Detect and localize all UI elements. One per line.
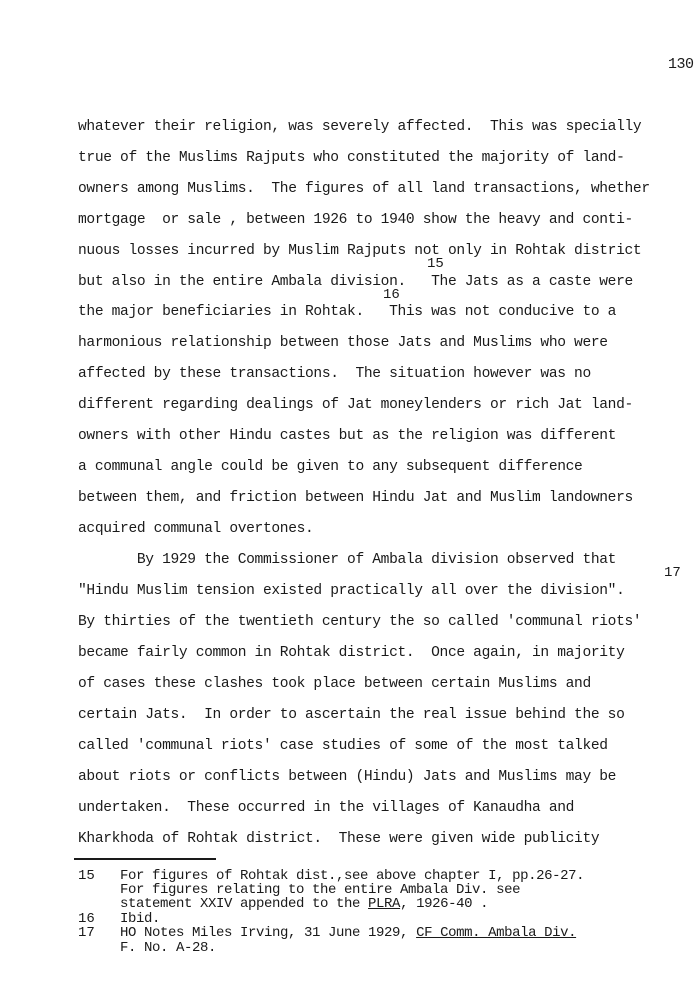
footnote-number: 17 [78, 925, 95, 941]
body-line: certain Jats. In order to ascertain the real issue behind the so [78, 707, 625, 723]
body-line: "Hindu Muslim tension existed practically all over the division". [78, 583, 625, 599]
body-line: different regarding dealings of Jat moneylenders or rich Jat land- [78, 397, 633, 413]
footnote-number: 15 [78, 868, 95, 884]
body-line: owners with other Hindu castes but as the religion was different [78, 428, 617, 444]
footnote-ref-17: 17 [664, 565, 681, 581]
footnote-text: For figures relating to the entire Ambala Div. see [120, 882, 521, 898]
body-line: a communal angle could be given to any subsequent difference [78, 459, 583, 475]
body-line: nuous losses incurred by Muslim Rajputs not only in Rohtak district [78, 243, 642, 259]
body-line: between them, and friction between Hindu Jat and Muslim landowners [78, 490, 633, 506]
body-line: affected by these transactions. The situation however was no [78, 366, 591, 382]
body-line: about riots or conflicts between (Hindu) Jats and Muslims may be [78, 769, 617, 785]
footnote-underlined-source: CF Comm. Ambala Div. [416, 925, 577, 941]
footnote-text-part: HO Notes Miles Irving, 31 June 1929, [120, 925, 417, 941]
body-line: called 'communal riots' case studies of some of the most talked [78, 738, 608, 754]
footnote-text-part: , 1926-40 . [400, 896, 489, 912]
page-number: 130 [668, 56, 694, 73]
body-line: By 1929 the Commissioner of Ambala division observed that [78, 552, 617, 568]
footnote-text: Ibid. [120, 911, 161, 927]
footnote-ref-16: 16 [383, 287, 400, 303]
footnote-underlined-source: PLRA [368, 896, 401, 912]
body-line: the major beneficiaries in Rohtak. This was not conducive to a [78, 304, 617, 320]
body-line: acquired communal overtones. [78, 521, 314, 537]
footnote-ref-15: 15 [427, 256, 444, 272]
footnote-text [120, 897, 488, 911]
body-line: mortgage or sale , between 1926 to 1940 show the heavy and conti- [78, 212, 633, 228]
footnote-text: F. No. A-28. [120, 940, 217, 956]
body-line: By thirties of the twentieth century the so called 'communal riots' [78, 614, 642, 630]
footnote-divider [74, 858, 216, 860]
footnote-text [120, 926, 576, 940]
body-line: harmonious relationship between those Jats and Muslims who were [78, 335, 608, 351]
footnote-number: 16 [78, 911, 95, 927]
footnote-text-part: statement XXIV appended to the [120, 896, 369, 912]
body-line: true of the Muslims Rajputs who constituted the majority of land- [78, 150, 625, 166]
body-line: owners among Muslims. The figures of all land transactions, whether [78, 181, 650, 197]
body-line: whatever their religion, was severely affected. This was specially [78, 119, 642, 135]
body-line: Kharkhoda of Rohtak district. These were given wide publicity [78, 831, 600, 847]
body-line: of cases these clashes took place between certain Muslims and [78, 676, 591, 692]
footnote-text: For figures of Rohtak dist.,see above chapter I, pp.26-27. [120, 868, 585, 884]
body-line: but also in the entire Ambala division. The Jats as a caste were [78, 274, 633, 290]
body-line: became fairly common in Rohtak district. Once again, in majority [78, 645, 625, 661]
body-line: undertaken. These occurred in the villages of Kanaudha and [78, 800, 575, 816]
